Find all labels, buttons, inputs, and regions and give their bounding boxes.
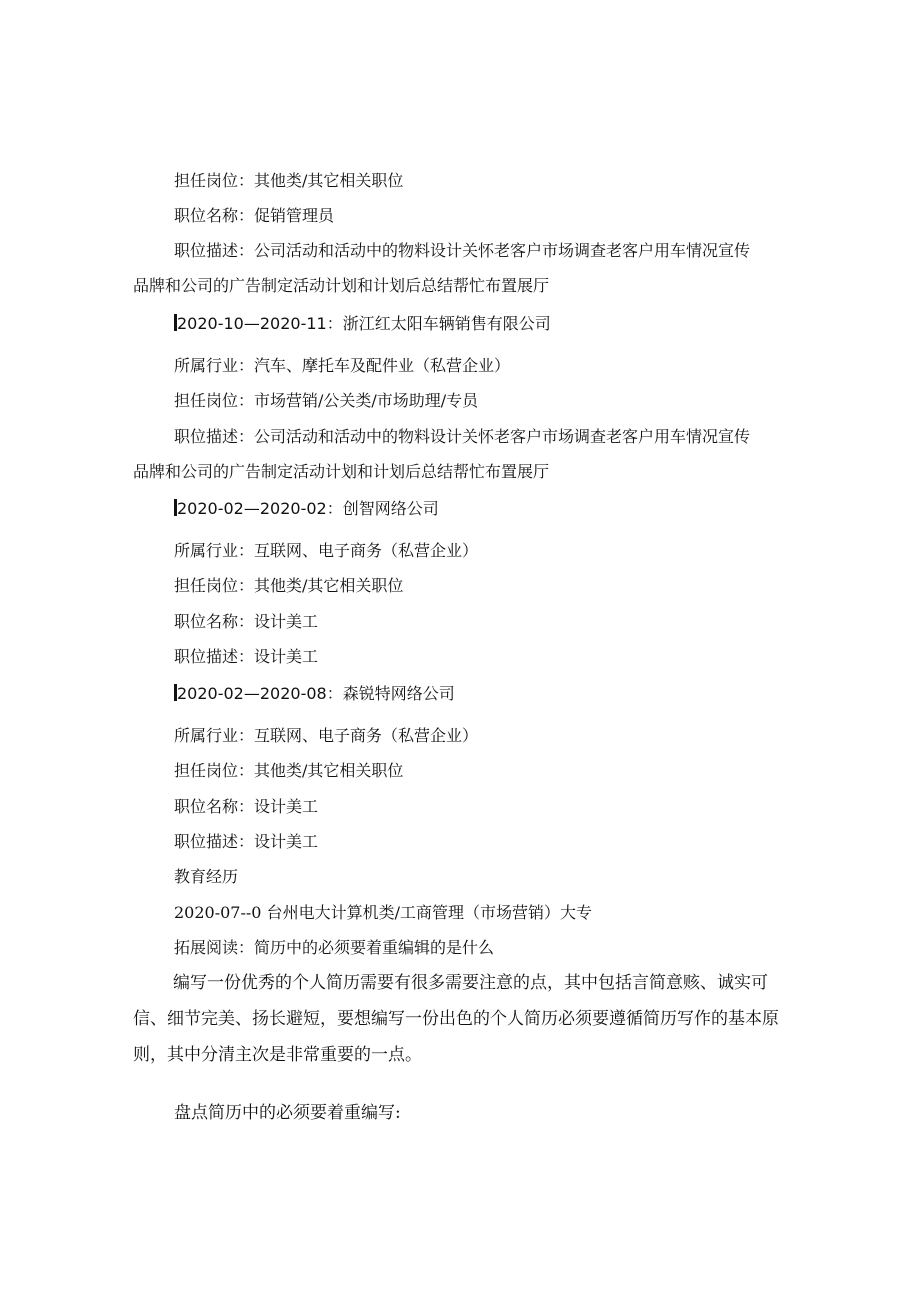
job-b-company: 浙江红太阳车辆销售有限公司 xyxy=(342,314,551,333)
job-d-position: 担任岗位：其他类/其它相关职位 xyxy=(174,761,404,780)
education-heading: 教育经历 xyxy=(174,867,239,886)
job-c-title: 职位名称：设计美工 xyxy=(174,612,319,631)
job-c-heading xyxy=(174,499,439,519)
job-a-description: 职位描述：公司活动和活动中的物料设计关怀老客户市场调查老客户用车情况宣传 xyxy=(174,241,751,260)
job-c-description: 职位描述：设计美工 xyxy=(174,647,319,666)
job-d-description: 职位描述：设计美工 xyxy=(174,832,319,851)
extended-reading-paragraph xyxy=(133,965,793,1073)
job-b-industry: 所属行业：汽车、摩托车及配件业（私营企业） xyxy=(174,356,511,375)
job-b-description: 职位描述：公司活动和活动中的物料设计关怀老客户市场调查老客户用车情况宣传 xyxy=(174,427,751,446)
extended-reading-paragraph-text: 编写一份优秀的个人简历需要有很多需要注意的点，其中包括言简意赅、诚实可信、细节完美、扬长避短，要想编写一份出色的个人简历必须要遵循简历写作的基本原则，其中分清主次是非常重要的一点。 xyxy=(133,973,779,1065)
job-c-position: 担任岗位：其他类/其它相关职位 xyxy=(174,576,404,595)
job-c-industry: 所属行业：互联网、电子商务（私营企业） xyxy=(174,541,479,560)
job-d-title: 职位名称：设计美工 xyxy=(174,797,319,816)
job-b-heading xyxy=(174,314,551,334)
job-c-dates: 2020-02—2020-02： xyxy=(177,499,343,518)
job-b-dates: 2020-10—2020-11： xyxy=(177,314,343,333)
extended-reading-heading: 拓展阅读：简历中的必须要着重编辑的是什么 xyxy=(174,938,495,957)
job-c-company: 创智网络公司 xyxy=(342,499,439,518)
job-d-dates: 2020-02—2020-08： xyxy=(177,684,343,703)
extended-reading-subheading: 盘点简历中的必须要着重编写: xyxy=(174,1103,401,1123)
job-a-title: 职位名称：促销管理员 xyxy=(174,206,335,225)
job-d-company: 森锐特网络公司 xyxy=(342,684,455,703)
job-b-description-continued: 品牌和公司的广告制定活动计划和计划后总结帮忙布置展厅 xyxy=(133,462,550,481)
job-a-position: 担任岗位：其他类/其它相关职位 xyxy=(174,171,404,190)
job-a-description-continued: 品牌和公司的广告制定活动计划和计划后总结帮忙布置展厅 xyxy=(133,276,550,295)
job-d-heading xyxy=(174,684,455,704)
job-d-industry: 所属行业：互联网、电子商务（私营企业） xyxy=(174,726,479,745)
education-entry: 2020-07--0 台州电大计算机类/工商管理（市场营销）大专 xyxy=(174,903,592,922)
job-b-position: 担任岗位：市场营销/公关类/市场助理/专员 xyxy=(174,391,479,410)
